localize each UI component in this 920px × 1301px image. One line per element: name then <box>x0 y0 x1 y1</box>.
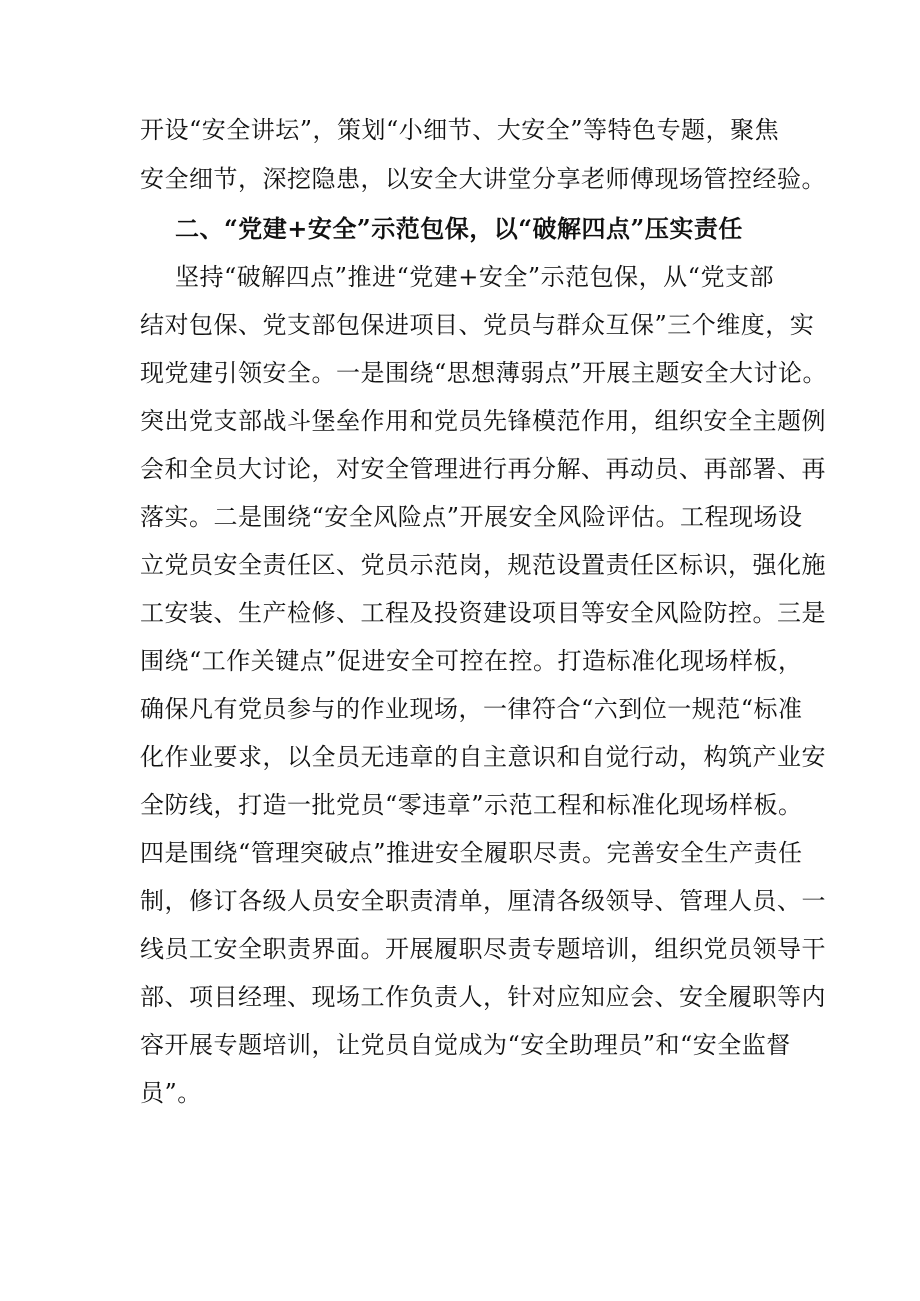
paragraph-line-6: 落实。二是围绕“安全风险点”开展安全风险评估。工程现场设 <box>140 503 803 531</box>
paragraph-line-9: 围绕“工作关键点”促进安全可控在控。打造标准化现场样板， <box>140 647 803 675</box>
paragraph-line-14: 制，修订各级人员安全职责清单，厘清各级领导、管理人员、一 <box>140 887 826 915</box>
paragraph-line-10: 确保凡有党员参与的作业现场，一律符合“六到位一规范“标准 <box>140 695 803 723</box>
paragraph-line-5: 会和全员大讨论，对安全管理进行再分解、再动员、再部署、再 <box>140 455 826 483</box>
paragraph-line-1: 坚持“破解四点”推进“党建+安全”示范包保，从“党支部 <box>175 263 774 291</box>
paragraph-line-15: 线员工安全职责界面。开展履职尽责专题培训，组织党员领导干 <box>140 935 826 963</box>
paragraph-line-7: 立党员安全责任区、党员示范岗，规范设置责任区标识，强化施 <box>140 551 826 579</box>
paragraph-line-3: 现党建引领安全。一是围绕“思想薄弱点”开展主题安全大讨论。 <box>140 359 828 387</box>
paragraph-line-13: 四是围绕“管理突破点”推进安全履职尽责。完善安全生产责任 <box>140 839 803 867</box>
section-heading: 二、“党建+安全”示范包保，以“破解四点”压实责任 <box>175 214 743 243</box>
paragraph-line-11: 化作业要求，以全员无违章的自主意识和自觉行动，构筑产业安 <box>140 743 826 771</box>
paragraph-line-17: 容开展专题培训，让党员自觉成为“安全助理员”和“安全监督 <box>140 1031 791 1059</box>
paragraph-line-8: 工安装、生产检修、工程及投资建设项目等安全风险防控。三是 <box>140 599 826 627</box>
paragraph-line-2: 结对包保、党支部包保进项目、党员与群众互保”三个维度，实 <box>140 311 815 339</box>
intro-line-1: 开设“安全讲坛”，策划“小细节、大安全”等特色专题，聚焦 <box>140 116 780 144</box>
intro-line-2: 安全细节，深挖隐患，以安全大讲堂分享老师傅现场管控经验。 <box>140 165 826 193</box>
paragraph-line-18: 员”。 <box>140 1079 202 1107</box>
paragraph-line-12: 全防线，打造一批党员“零违章”示范工程和标准化现场样板。 <box>140 791 803 819</box>
paragraph-line-16: 部、项目经理、现场工作负责人，针对应知应会、安全履职等内 <box>140 983 826 1011</box>
paragraph-line-4: 突出党支部战斗堡垒作用和党员先锋模范作用，组织安全主题例 <box>140 407 826 435</box>
